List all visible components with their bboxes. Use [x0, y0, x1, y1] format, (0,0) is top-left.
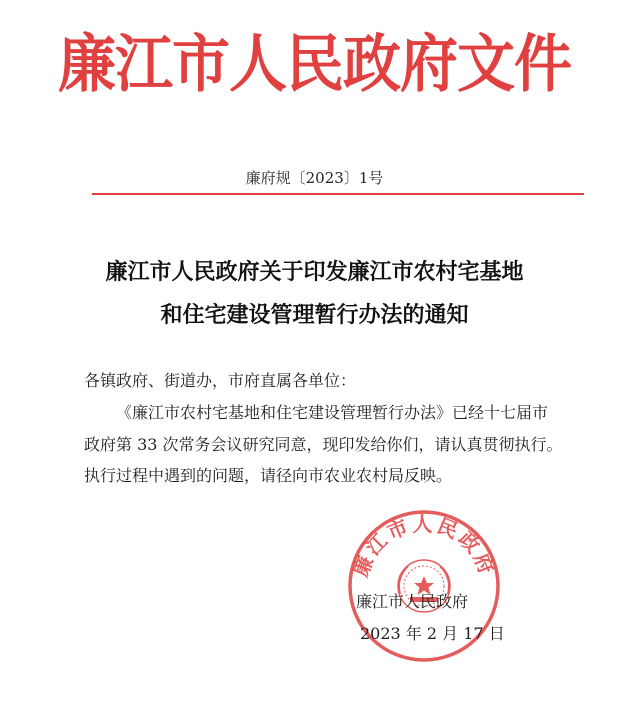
body-line-3: 执行过程中遇到的问题，请径向市农业农村局反映。 [84, 466, 453, 485]
seal-text: 廉江市人民政府 [348, 511, 500, 580]
document-title-line-1: 廉江市人民政府关于印发廉江市农村宅基地 [105, 259, 524, 285]
salutation: 各镇政府、街道办，市府直属各单位： [84, 371, 357, 390]
body-line-1: 《廉江市农村宅基地和住宅建设管理暂行办法》已经十七届市 [116, 403, 549, 422]
document-number: 廉府规〔2023〕1号 [245, 169, 384, 187]
signing-organization: 廉江市人民政府 [356, 592, 469, 611]
svg-text:廉江市人民政府 [348, 512, 500, 580]
red-separator-line [92, 193, 584, 195]
body-line-2: 政府第 33 次常务会议研究同意，现印发给你们，请认真贯彻执行。 [84, 435, 563, 454]
document-masthead: 廉江市人民政府文件 [57, 27, 571, 101]
signing-date: 2023 年 2 月 17 日 [360, 624, 505, 643]
document-title-line-2: 和住宅建设管理暂行办法的通知 [160, 302, 469, 328]
